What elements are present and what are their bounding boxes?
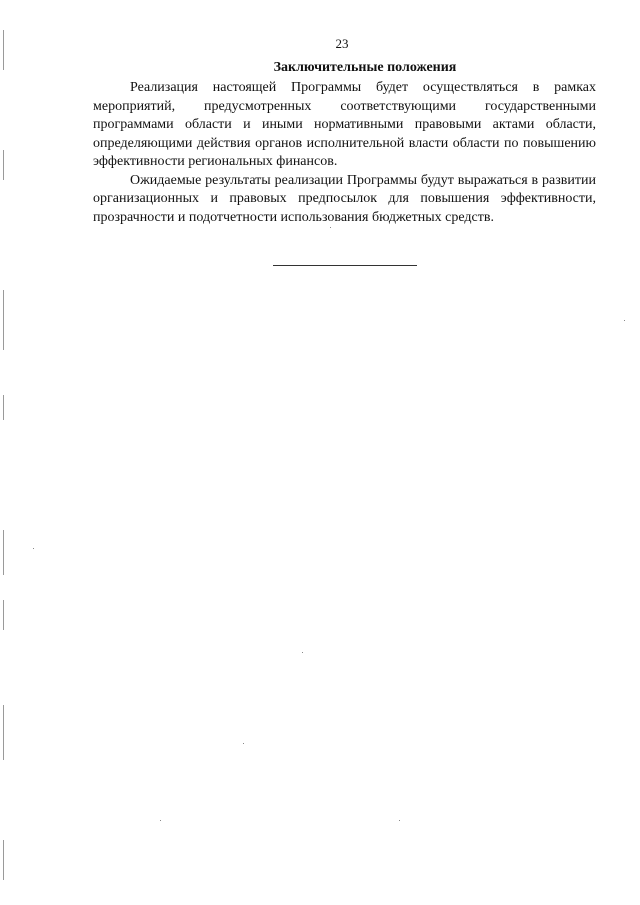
scan-speck: [302, 652, 303, 653]
scan-speck: [399, 820, 400, 821]
scan-speck: [243, 743, 244, 744]
body-text: [93, 79, 596, 227]
scan-speck: [33, 548, 34, 549]
scan-speck: [624, 320, 625, 321]
scan-edge-mark: [3, 395, 4, 420]
scan-speck: [330, 227, 331, 228]
scan-edge-mark: [3, 600, 4, 630]
paragraph-expected-results: Ожидаемые результаты реализации Программы будут выражаться в развитии организационных и правовых предпосылок для повышения эффективности, прозрачности и подотчетности использования бюджетных средств.: [93, 172, 596, 225]
paragraph-implementation: Реализация настоящей Программы будет осуществляться в рамках мероприятий, предусмотренных соответствующими государственными программами области и иными нормативными правовыми актами области, определяющими действия органов исполнительной власти области по повышению эффективности региональных финансов.: [93, 80, 596, 169]
page-number: 23: [335, 36, 349, 51]
scan-edge-mark: [3, 530, 4, 575]
closing-rule-divider: [273, 265, 417, 266]
scan-edge-mark: [3, 290, 4, 350]
scan-speck: [160, 820, 161, 821]
scan-edge-mark: [3, 840, 4, 880]
scan-edge-mark: [3, 30, 4, 70]
scan-edge-mark: [3, 705, 4, 760]
section-heading: Заключительные положения: [273, 60, 457, 75]
scan-edge-mark: [3, 150, 4, 180]
